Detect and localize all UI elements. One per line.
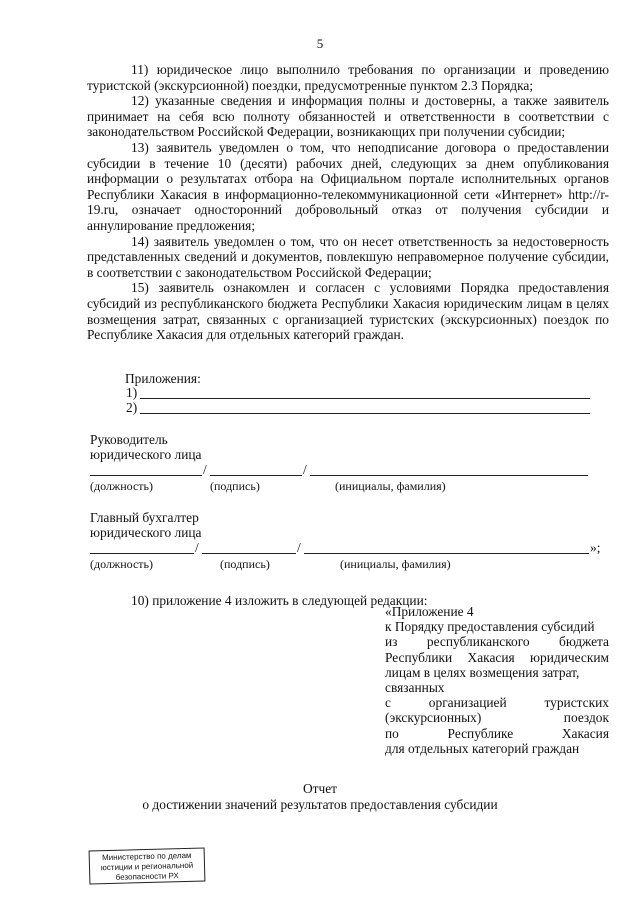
statement-list xyxy=(87,62,609,343)
head-caption-position: (должность) xyxy=(90,479,153,493)
ministry-stamp xyxy=(89,847,206,884)
attachment-blank-2 xyxy=(140,413,590,414)
head-title-line2: юридического лица xyxy=(90,447,202,462)
appendix-line-9: по Республике Хакасия xyxy=(385,725,609,741)
attachment-line-2 xyxy=(126,400,590,415)
accountant-title-line2: юридического лица xyxy=(90,525,202,540)
appendix-line-6: связанных xyxy=(385,680,445,696)
amendment-item-10: 10) приложение 4 изложить в следующей редакции: xyxy=(131,593,428,608)
appendix-line-7: с организацией туристских xyxy=(385,695,609,711)
accountant-title-line1: Главный бухгалтер xyxy=(90,510,199,525)
report-title: Отчет xyxy=(302,781,338,796)
head-slash-2: / xyxy=(303,462,307,478)
stamp-line-1: Министерство по делам xyxy=(101,850,192,863)
head-slash-1: / xyxy=(203,462,207,478)
head-title-line1: Руководитель xyxy=(90,432,168,447)
appendix-line-2: к Порядку предоставления субсидий xyxy=(385,619,595,635)
attachments-heading: Приложения: xyxy=(125,371,201,386)
attachment-label-2: 2) xyxy=(126,400,138,415)
stamp-line-3: безопасности РХ xyxy=(115,871,179,882)
head-name-blank xyxy=(310,475,588,476)
attachment-label-1: 1) xyxy=(126,385,138,400)
accountant-caption-position: (должность) xyxy=(90,557,153,571)
page-number: 5 xyxy=(316,36,324,51)
head-caption-signature: (подпись) xyxy=(210,479,260,493)
accountant-name-blank xyxy=(304,553,589,554)
accountant-end-mark: »; xyxy=(590,540,601,556)
appendix-line-4: Республики Хакасия юридическим xyxy=(385,649,609,665)
head-signature-row xyxy=(90,462,590,478)
clause-13: 13) заявитель уведомлен о том, что неподписание договора о предоставлении субсидии в течение 10 (десяти) рабочих дней, следующих за днем опубликования информации о результатах отбора на Официальном портале исполнительных органов Республики Хакасия в информационно-телекоммуникационной сети «Интернет» http://r-19.ru, означает односторонний добровольный отказ от получения субсидии и аннулирование предложения; xyxy=(87,139,609,233)
appendix-line-10: для отдельных категорий граждан xyxy=(385,740,580,756)
accountant-caption-signature: (подпись) xyxy=(220,557,270,571)
accountant-signature-blank xyxy=(202,553,296,554)
appendix-header xyxy=(385,604,609,756)
accountant-slash-2: / xyxy=(297,540,301,556)
head-position-blank xyxy=(90,475,202,476)
report-subtitle: о достижении значений результатов предоставления субсидии xyxy=(142,797,498,812)
appendix-line-3: из республиканского бюджета xyxy=(385,634,609,650)
head-signature-blank xyxy=(210,475,302,476)
accountant-slash-1: / xyxy=(195,540,199,556)
clause-11: 11) юридическое лицо выполнило требования по организации и проведению туристской (экскурсионной) поездки, предусмотренные пунктом 2.3 Порядка; xyxy=(87,62,609,93)
accountant-position-blank xyxy=(90,553,194,554)
accountant-signature-row xyxy=(90,540,608,556)
clause-15: 15) заявитель ознакомлен и согласен с условиями Порядка предоставления субсидий из республиканского бюджета Республики Хакасия юридическим лицам в целях возмещения затрат, связанных с организацией туристских (экскурсионных) поездок по Республике Хакасия для отдельных категорий граждан. xyxy=(87,280,609,343)
clause-12: 12) указанные сведения и информация полны и достоверны, а также заявитель принимает на себя всю полноту обязанностей и ответственности в соответствии с законодательством Российской Федерации, возникающих при получении субсидии; xyxy=(87,93,609,140)
appendix-line-5: лицам в целях возмещения затрат, xyxy=(385,664,580,680)
accountant-caption-name: (инициалы, фамилия) xyxy=(340,557,451,571)
attachment-blank-1 xyxy=(140,398,590,399)
appendix-line-8: (экскурсионных) поездок xyxy=(385,710,609,726)
head-caption-name: (инициалы, фамилия) xyxy=(335,479,446,493)
appendix-line-1: «Приложение 4 xyxy=(385,604,474,619)
attachment-line-1 xyxy=(126,385,590,400)
clause-14: 14) заявитель уведомлен о том, что он несет ответственность за недостоверность представленных сведений и документов, повлекшую неправомерное получение субсидии, в соответствии с законодательством Российской Федерации; xyxy=(87,233,609,280)
stamp-line-2: юстиции и региональной xyxy=(100,860,194,873)
